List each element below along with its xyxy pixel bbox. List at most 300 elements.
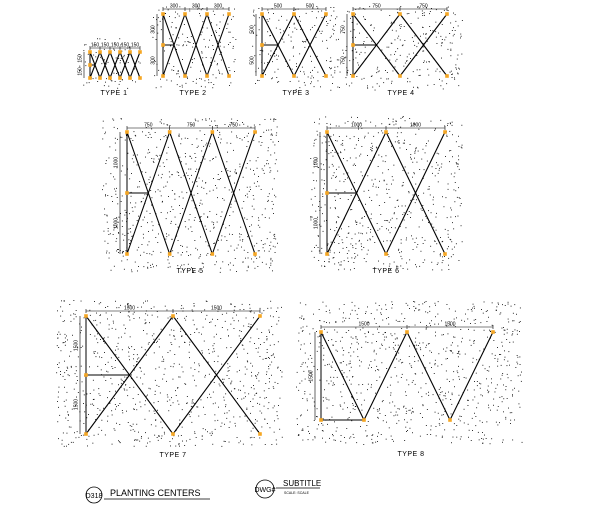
stipple-dot bbox=[378, 332, 379, 333]
stipple-dot bbox=[260, 54, 261, 55]
stipple-dot bbox=[363, 16, 364, 17]
stipple-dot bbox=[438, 181, 439, 182]
stipple-dot bbox=[73, 313, 74, 314]
stipple-dot bbox=[93, 320, 94, 321]
plant-node bbox=[84, 373, 88, 377]
stipple-dot bbox=[181, 161, 182, 162]
type-8-label: TYPE 8 bbox=[397, 451, 425, 458]
type-5-diagram bbox=[114, 123, 257, 256]
stipple-dot bbox=[385, 304, 386, 305]
stipple-dot bbox=[519, 322, 520, 323]
stipple-dot bbox=[139, 181, 140, 182]
stipple-dot bbox=[333, 405, 334, 406]
stipple-dot bbox=[154, 352, 155, 353]
stipple-dot bbox=[392, 402, 393, 403]
stipple-dot bbox=[349, 12, 350, 13]
stipple-dot bbox=[205, 80, 206, 81]
stipple-dot bbox=[342, 321, 343, 322]
stipple-dot bbox=[265, 119, 266, 120]
stipple-dot bbox=[233, 312, 234, 313]
stipple-dot bbox=[365, 47, 366, 48]
stipple-dot bbox=[145, 349, 146, 350]
stipple-dot bbox=[109, 391, 110, 392]
stipple-dot bbox=[271, 375, 272, 376]
stipple-dot bbox=[277, 243, 278, 244]
stipple-dot bbox=[398, 143, 399, 144]
stipple-dot bbox=[175, 224, 176, 225]
stipple-dot bbox=[407, 56, 408, 57]
stipple-dot bbox=[504, 330, 505, 331]
stipple-dot bbox=[166, 381, 167, 382]
stipple-dot bbox=[111, 366, 112, 367]
stipple-dot bbox=[170, 223, 171, 224]
stipple-dot bbox=[180, 377, 181, 378]
stipple-dot bbox=[115, 391, 116, 392]
stipple-dot bbox=[471, 345, 472, 346]
stipple-dot bbox=[267, 308, 268, 309]
stipple-dot bbox=[269, 388, 270, 389]
stipple-dot bbox=[175, 199, 176, 200]
stipple-dot bbox=[406, 408, 407, 409]
stipple-dot bbox=[498, 406, 499, 407]
stipple-dot bbox=[395, 121, 396, 122]
stipple-dot bbox=[278, 56, 279, 57]
stipple-dot bbox=[272, 189, 273, 190]
stipple-dot bbox=[395, 207, 396, 208]
stipple-dot bbox=[251, 127, 252, 128]
stipple-dot bbox=[332, 77, 333, 78]
stipple-dot bbox=[465, 314, 466, 315]
stipple-dot bbox=[391, 23, 392, 24]
stipple-dot bbox=[360, 426, 361, 427]
stipple-dot bbox=[308, 426, 309, 427]
stipple-dot bbox=[145, 301, 146, 302]
stipple-dot bbox=[359, 240, 360, 241]
stipple-dot bbox=[454, 34, 455, 35]
stipple-dot bbox=[158, 17, 159, 18]
stipple-dot bbox=[157, 341, 158, 342]
stipple-dot bbox=[483, 439, 484, 440]
stipple-dot bbox=[364, 400, 365, 401]
stipple-dot bbox=[378, 418, 379, 419]
stipple-dot bbox=[58, 332, 59, 333]
stipple-dot bbox=[115, 138, 116, 139]
stipple-dot bbox=[224, 413, 225, 414]
stipple-dot bbox=[294, 23, 295, 24]
stipple-dot bbox=[369, 6, 370, 7]
stipple-dot bbox=[254, 343, 255, 344]
stipple-dot bbox=[168, 235, 169, 236]
stipple-dot bbox=[208, 47, 209, 48]
stipple-dot bbox=[227, 152, 228, 153]
stipple-dot bbox=[167, 401, 168, 402]
stipple-dot bbox=[306, 326, 307, 327]
stipple-dot bbox=[476, 359, 477, 360]
stipple-dot bbox=[56, 372, 57, 373]
stipple-dot bbox=[362, 217, 363, 218]
stipple-dot bbox=[402, 362, 403, 363]
stipple-dot bbox=[229, 442, 230, 443]
stipple-dot bbox=[104, 85, 105, 86]
stipple-dot bbox=[448, 246, 449, 247]
stipple-dot bbox=[366, 311, 367, 312]
stipple-dot bbox=[448, 392, 449, 393]
stipple-dot bbox=[521, 381, 522, 382]
stipple-dot bbox=[187, 77, 188, 78]
stipple-dot bbox=[368, 190, 369, 191]
stipple-dot bbox=[133, 162, 134, 163]
stipple-dot bbox=[90, 393, 91, 394]
stipple-dot bbox=[201, 200, 202, 201]
stipple-dot bbox=[269, 193, 270, 194]
stipple-dot bbox=[229, 427, 230, 428]
stipple-dot bbox=[240, 390, 241, 391]
stipple-dot bbox=[438, 263, 439, 264]
stipple-dot bbox=[413, 301, 414, 302]
stipple-dot bbox=[161, 212, 162, 213]
plant-node bbox=[351, 12, 355, 16]
stipple-dot bbox=[297, 372, 298, 373]
stipple-dot bbox=[190, 254, 191, 255]
stipple-dot bbox=[261, 332, 262, 333]
stipple-dot bbox=[58, 438, 59, 439]
stipple-dot bbox=[307, 410, 308, 411]
stipple-dot bbox=[114, 179, 115, 180]
stipple-dot bbox=[119, 307, 120, 308]
plant-node bbox=[211, 130, 215, 134]
stipple-dot bbox=[66, 400, 67, 401]
plant-node bbox=[88, 50, 92, 54]
stipple-dot bbox=[361, 233, 362, 234]
stipple-dot bbox=[382, 320, 383, 321]
stipple-dot bbox=[336, 39, 337, 40]
stipple-dot bbox=[64, 401, 65, 402]
stipple-dot bbox=[356, 158, 357, 159]
stipple-dot bbox=[422, 373, 423, 374]
stipple-dot bbox=[161, 438, 162, 439]
stipple-dot bbox=[362, 225, 363, 226]
stipple-dot bbox=[377, 230, 378, 231]
stipple-dot bbox=[322, 41, 323, 42]
stipple-dot bbox=[63, 376, 64, 377]
stipple-dot bbox=[379, 410, 380, 411]
stipple-dot bbox=[234, 306, 235, 307]
stipple-dot bbox=[229, 85, 230, 86]
stipple-dot bbox=[341, 228, 342, 229]
stipple-dot bbox=[214, 227, 215, 228]
stipple-dot bbox=[96, 356, 97, 357]
stipple-dot bbox=[368, 133, 369, 134]
stipple-dot bbox=[111, 196, 112, 197]
stipple-dot bbox=[150, 190, 151, 191]
stipple-dot bbox=[366, 436, 367, 437]
stipple-dot bbox=[153, 161, 154, 162]
stipple-dot bbox=[270, 155, 271, 156]
stipple-dot bbox=[338, 216, 339, 217]
stipple-dot bbox=[245, 392, 246, 393]
stipple-dot bbox=[393, 121, 394, 122]
stipple-dot bbox=[278, 141, 279, 142]
stipple-dot bbox=[191, 158, 192, 159]
stipple-dot bbox=[258, 68, 259, 69]
stipple-dot bbox=[118, 357, 119, 358]
stipple-dot bbox=[221, 60, 222, 61]
stipple-dot bbox=[131, 426, 132, 427]
stipple-dot bbox=[429, 311, 430, 312]
stipple-dot bbox=[514, 320, 515, 321]
stipple-dot bbox=[302, 429, 303, 430]
stipple-dot bbox=[271, 308, 272, 309]
stipple-dot bbox=[418, 310, 419, 311]
stipple-dot bbox=[158, 189, 159, 190]
stipple-dot bbox=[222, 74, 223, 75]
stipple-dot bbox=[153, 266, 154, 267]
stipple-dot bbox=[337, 377, 338, 378]
planting-line bbox=[364, 332, 407, 420]
stipple-dot bbox=[239, 330, 240, 331]
stipple-dot bbox=[230, 324, 231, 325]
stipple-dot bbox=[329, 438, 330, 439]
stipple-dot bbox=[337, 66, 338, 67]
stipple-dot bbox=[124, 269, 125, 270]
stipple-dot bbox=[146, 355, 147, 356]
stipple-dot bbox=[384, 337, 385, 338]
stipple-dot bbox=[276, 444, 277, 445]
stipple-dot bbox=[318, 11, 319, 12]
stipple-dot bbox=[435, 71, 436, 72]
stipple-dot bbox=[267, 338, 268, 339]
stipple-dot bbox=[388, 141, 389, 142]
stipple-dot bbox=[206, 229, 207, 230]
stipple-dot bbox=[123, 369, 124, 370]
stipple-dot bbox=[415, 242, 416, 243]
stipple-dot bbox=[266, 339, 267, 340]
stipple-dot bbox=[153, 225, 154, 226]
stipple-dot bbox=[448, 230, 449, 231]
stipple-dot bbox=[261, 189, 262, 190]
stipple-dot bbox=[503, 398, 504, 399]
stipple-dot bbox=[118, 337, 119, 338]
stipple-dot bbox=[369, 238, 370, 239]
stipple-dot bbox=[403, 66, 404, 67]
stipple-dot bbox=[468, 424, 469, 425]
dimension-label: 750 bbox=[340, 56, 347, 65]
stipple-dot bbox=[180, 329, 181, 330]
stipple-dot bbox=[270, 172, 271, 173]
stipple-dot bbox=[132, 271, 133, 272]
stipple-dot bbox=[470, 323, 471, 324]
stipple-dot bbox=[450, 350, 451, 351]
stipple-dot bbox=[297, 77, 298, 78]
stipple-dot bbox=[240, 227, 241, 228]
stipple-dot bbox=[258, 352, 259, 353]
stipple-dot bbox=[458, 353, 459, 354]
stipple-dot bbox=[218, 356, 219, 357]
stipple-dot bbox=[375, 393, 376, 394]
stipple-dot bbox=[400, 55, 401, 56]
stipple-dot bbox=[168, 267, 169, 268]
stipple-dot bbox=[413, 195, 414, 196]
stipple-dot bbox=[261, 240, 262, 241]
stipple-dot bbox=[141, 436, 142, 437]
stipple-dot bbox=[415, 342, 416, 343]
stipple-dot bbox=[231, 246, 232, 247]
stipple-dot bbox=[211, 22, 212, 23]
stipple-dot bbox=[229, 366, 230, 367]
stipple-dot bbox=[472, 418, 473, 419]
stipple-dot bbox=[226, 347, 227, 348]
stipple-dot bbox=[451, 414, 452, 415]
stipple-dot bbox=[188, 41, 189, 42]
stipple-dot bbox=[154, 402, 155, 403]
stipple-dot bbox=[104, 231, 105, 232]
stipple-dot bbox=[128, 352, 129, 353]
stipple-dot bbox=[313, 145, 314, 146]
stipple-dot bbox=[267, 19, 268, 20]
stipple-dot bbox=[169, 335, 170, 336]
stipple-dot bbox=[95, 351, 96, 352]
stipple-dot bbox=[122, 349, 123, 350]
stipple-dot bbox=[130, 232, 131, 233]
stipple-dot bbox=[121, 383, 122, 384]
stipple-dot bbox=[173, 366, 174, 367]
stipple-dot bbox=[219, 72, 220, 73]
stipple-dot bbox=[257, 421, 258, 422]
stipple-dot bbox=[234, 328, 235, 329]
stipple-dot bbox=[69, 375, 70, 376]
stipple-dot bbox=[64, 387, 65, 388]
dimension-label: 150 bbox=[100, 42, 110, 49]
stipple-dot bbox=[251, 444, 252, 445]
stipple-dot bbox=[418, 345, 419, 346]
plant-node bbox=[171, 432, 175, 436]
stipple-dot bbox=[210, 231, 211, 232]
stipple-dot bbox=[175, 12, 176, 13]
stipple-dot bbox=[379, 86, 380, 87]
stipple-dot bbox=[275, 163, 276, 164]
stipple-dot bbox=[178, 71, 179, 72]
plant-node bbox=[258, 314, 262, 318]
stipple-dot bbox=[421, 396, 422, 397]
stipple-dot bbox=[219, 73, 220, 74]
stipple-dot bbox=[190, 439, 191, 440]
stipple-dot bbox=[60, 374, 61, 375]
stipple-dot bbox=[449, 308, 450, 309]
stipple-dot bbox=[342, 348, 343, 349]
stipple-dot bbox=[277, 171, 278, 172]
stipple-dot bbox=[225, 124, 226, 125]
stipple-dot bbox=[266, 163, 267, 164]
stipple-dot bbox=[379, 229, 380, 230]
stipple-dot bbox=[266, 336, 267, 337]
type-6-diagram bbox=[314, 123, 447, 256]
stipple-dot bbox=[125, 175, 126, 176]
stipple-dot bbox=[343, 53, 344, 54]
stipple-dot bbox=[447, 304, 448, 305]
stipple-dot bbox=[234, 183, 235, 184]
stipple-dot bbox=[350, 74, 351, 75]
stipple-dot bbox=[278, 341, 279, 342]
stipple-dot bbox=[361, 79, 362, 80]
stipple-dot bbox=[361, 243, 362, 244]
stipple-dot bbox=[330, 136, 331, 137]
stipple-dot bbox=[359, 241, 360, 242]
detail-title-block bbox=[86, 487, 210, 503]
stipple-dot bbox=[442, 437, 443, 438]
stipple-dot bbox=[265, 383, 266, 384]
stipple-dot bbox=[281, 376, 282, 377]
stipple-dot bbox=[393, 71, 394, 72]
stipple-dot bbox=[182, 409, 183, 410]
stipple-dot bbox=[125, 210, 126, 211]
stipple-dot bbox=[405, 120, 406, 121]
stipple-dot bbox=[238, 245, 239, 246]
stipple-dot bbox=[108, 62, 109, 63]
stipple-dot bbox=[220, 142, 221, 143]
stipple-dot bbox=[186, 316, 187, 317]
stipple-dot bbox=[127, 395, 128, 396]
stipple-dot bbox=[289, 27, 290, 28]
stipple-dot bbox=[147, 268, 148, 269]
stipple-dot bbox=[393, 165, 394, 166]
stipple-dot bbox=[459, 260, 460, 261]
stipple-dot bbox=[196, 138, 197, 139]
stipple-dot bbox=[349, 318, 350, 319]
stipple-dot bbox=[275, 252, 276, 253]
stipple-dot bbox=[398, 321, 399, 322]
stipple-dot bbox=[192, 403, 193, 404]
stipple-dot bbox=[429, 189, 430, 190]
stipple-dot bbox=[94, 435, 95, 436]
stipple-dot bbox=[447, 248, 448, 249]
stipple-dot bbox=[318, 247, 319, 248]
stipple-dot bbox=[133, 398, 134, 399]
stipple-dot bbox=[324, 180, 325, 181]
stipple-dot bbox=[182, 367, 183, 368]
stipple-dot bbox=[331, 152, 332, 153]
stipple-dot bbox=[190, 169, 191, 170]
stipple-dot bbox=[97, 333, 98, 334]
stipple-dot bbox=[122, 410, 123, 411]
stipple-dot bbox=[452, 30, 453, 31]
stipple-dot bbox=[422, 417, 423, 418]
stipple-dot bbox=[248, 258, 249, 259]
stipple-dot bbox=[153, 162, 154, 163]
stipple-dot bbox=[336, 341, 337, 342]
stipple-dot bbox=[335, 322, 336, 323]
stipple-dot bbox=[154, 411, 155, 412]
stipple-dot bbox=[263, 244, 264, 245]
stipple-dot bbox=[408, 13, 409, 14]
stipple-dot bbox=[244, 349, 245, 350]
stipple-dot bbox=[374, 242, 375, 243]
stipple-dot bbox=[106, 371, 107, 372]
stipple-dot bbox=[105, 82, 106, 83]
stipple-dot bbox=[137, 361, 138, 362]
stipple-dot bbox=[239, 164, 240, 165]
stipple-dot bbox=[172, 22, 173, 23]
stipple-dot bbox=[121, 337, 122, 338]
stipple-dot bbox=[151, 158, 152, 159]
stipple-dot bbox=[149, 322, 150, 323]
plant-node bbox=[384, 130, 388, 134]
stipple-dot bbox=[93, 380, 94, 381]
stipple-dot bbox=[313, 328, 314, 329]
stipple-dot bbox=[401, 239, 402, 240]
stipple-dot bbox=[502, 328, 503, 329]
stipple-dot bbox=[423, 193, 424, 194]
stipple-dot bbox=[247, 126, 248, 127]
